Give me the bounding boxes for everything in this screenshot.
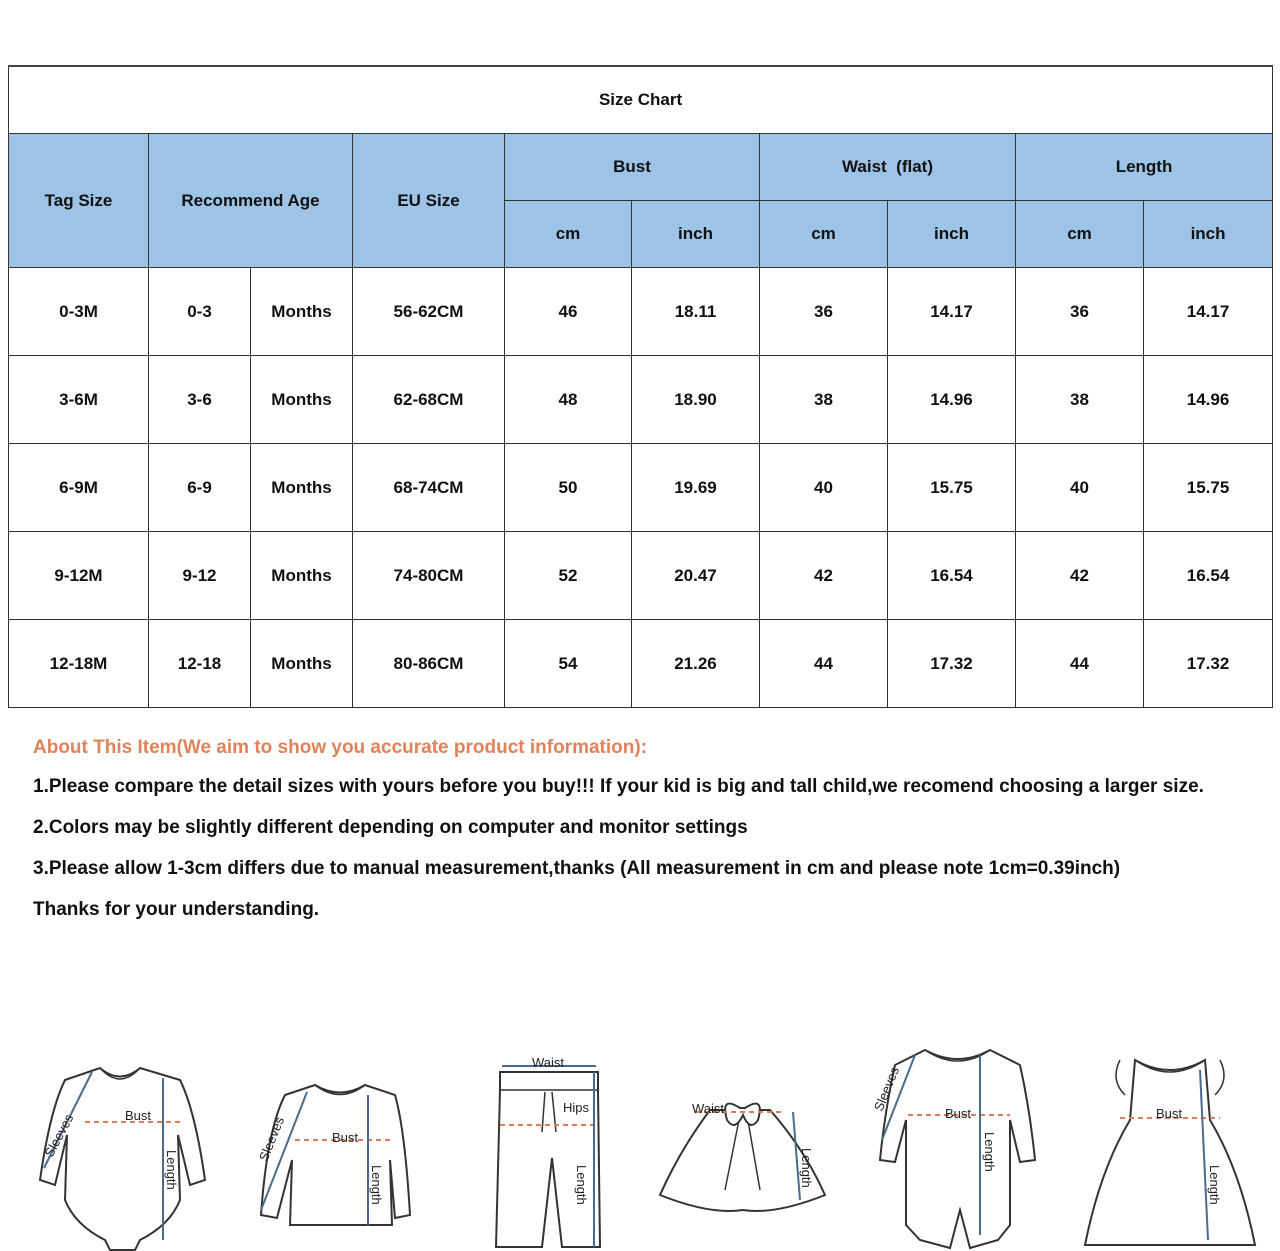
header-bust-cm: cm	[505, 201, 632, 268]
header-length-cm: cm	[1016, 201, 1144, 268]
cell-eu-size: 56-62CM	[353, 268, 505, 356]
cell-tag-size: 6-9M	[9, 444, 149, 532]
cell-waist-inch: 14.17	[888, 268, 1016, 356]
cell-bust-cm: 48	[505, 356, 632, 444]
shirt-length-label: Length	[369, 1165, 384, 1205]
cell-bust-cm: 46	[505, 268, 632, 356]
pants-figure	[490, 1040, 610, 1251]
cell-eu-size: 68-74CM	[353, 444, 505, 532]
table-row	[9, 356, 1273, 444]
cell-age: 12-18	[149, 620, 251, 708]
cell-age-unit: Months	[251, 444, 353, 532]
cell-bust-inch: 18.11	[632, 268, 760, 356]
product-notes	[33, 737, 1263, 938]
note-measurement: 3.Please allow 1-3cm differs due to manual measurement,thanks (All measurement in cm and please note 1cm=0.39inch)	[33, 858, 1121, 879]
cell-age-unit: Months	[251, 268, 353, 356]
cell-bust-inch: 21.26	[632, 620, 760, 708]
header-recommend-age: Recommend Age	[149, 134, 353, 268]
skirt-waist-label: Waist	[692, 1101, 725, 1116]
cell-bust-cm: 52	[505, 532, 632, 620]
cell-eu-size: 80-86CM	[353, 620, 505, 708]
cell-age-unit: Months	[251, 620, 353, 708]
about-heading: About This Item(We aim to show you accurate product information):	[33, 737, 648, 758]
romper-figure	[870, 1040, 1045, 1251]
cell-length-cm: 42	[1016, 532, 1144, 620]
cell-age: 0-3	[149, 268, 251, 356]
cell-waist-cm: 42	[760, 532, 888, 620]
table-row	[9, 620, 1273, 708]
header-bust: Bust	[505, 134, 760, 201]
dress-length-label: Length	[1207, 1165, 1222, 1205]
shirt-figure	[255, 1040, 420, 1251]
header-waist-cm: cm	[760, 201, 888, 268]
cell-tag-size: 0-3M	[9, 268, 149, 356]
cell-bust-inch: 20.47	[632, 532, 760, 620]
dress-figure	[1080, 1040, 1260, 1251]
header-eu-size: EU Size	[353, 134, 505, 268]
cell-length-cm: 38	[1016, 356, 1144, 444]
cell-waist-cm: 38	[760, 356, 888, 444]
cell-length-inch: 15.75	[1144, 444, 1273, 532]
romper-sleeves-label: Sleeves	[870, 1064, 903, 1114]
cell-age: 6-9	[149, 444, 251, 532]
cell-waist-inch: 17.32	[888, 620, 1016, 708]
cell-length-cm: 36	[1016, 268, 1144, 356]
shirt-sleeves-label: Sleeves	[255, 1114, 288, 1164]
cell-age-unit: Months	[251, 356, 353, 444]
cell-tag-size: 9-12M	[9, 532, 149, 620]
measurement-guide	[0, 1040, 1280, 1251]
cell-waist-inch: 14.96	[888, 356, 1016, 444]
header-length: Length	[1016, 134, 1273, 201]
bodysuit-sleeves-label: Sleeves	[41, 1111, 77, 1160]
cell-waist-cm: 36	[760, 268, 888, 356]
table-row	[9, 532, 1273, 620]
cell-waist-cm: 44	[760, 620, 888, 708]
cell-length-cm: 40	[1016, 444, 1144, 532]
cell-eu-size: 74-80CM	[353, 532, 505, 620]
header-waist-inch: inch	[888, 201, 1016, 268]
cell-waist-inch: 16.54	[888, 532, 1016, 620]
bodysuit-length-label: Length	[164, 1150, 179, 1190]
cell-length-inch: 17.32	[1144, 620, 1273, 708]
pants-waist-label: Waist	[532, 1055, 565, 1070]
cell-waist-inch: 15.75	[888, 444, 1016, 532]
header-bust-inch: inch	[632, 201, 760, 268]
cell-age: 3-6	[149, 356, 251, 444]
pants-length-label: Length	[574, 1165, 589, 1205]
skirt-figure	[655, 1040, 830, 1251]
note-thanks: Thanks for your understanding.	[33, 899, 320, 920]
bodysuit-figure	[30, 1040, 210, 1251]
skirt-length-label: Length	[799, 1148, 814, 1188]
cell-bust-inch: 18.90	[632, 356, 760, 444]
cell-age-unit: Months	[251, 532, 353, 620]
cell-length-inch: 14.96	[1144, 356, 1273, 444]
cell-waist-cm: 40	[760, 444, 888, 532]
size-chart-table	[8, 65, 1273, 708]
header-tag-size: Tag Size	[9, 134, 149, 268]
cell-age: 9-12	[149, 532, 251, 620]
note-colors: 2.Colors may be slightly different depending on computer and monitor settings	[33, 817, 748, 838]
cell-length-cm: 44	[1016, 620, 1144, 708]
cell-eu-size: 62-68CM	[353, 356, 505, 444]
header-waist: Waist (flat)	[760, 134, 1016, 201]
romper-bust-label: Bust	[945, 1106, 972, 1121]
romper-length-label: Length	[982, 1132, 997, 1172]
table-row	[9, 268, 1273, 356]
dress-bust-label: Bust	[1156, 1106, 1183, 1121]
table-row	[9, 444, 1273, 532]
cell-bust-cm: 50	[505, 444, 632, 532]
cell-bust-inch: 19.69	[632, 444, 760, 532]
bodysuit-bust-label: Bust	[125, 1108, 152, 1123]
pants-hips-label: Hips	[563, 1100, 590, 1115]
cell-bust-cm: 54	[505, 620, 632, 708]
note-compare-sizes: 1.Please compare the detail sizes with yours before you buy!!! If your kid is big and tall child,we recomend choosing a larger size.	[33, 776, 1204, 797]
cell-length-inch: 14.17	[1144, 268, 1273, 356]
cell-tag-size: 12-18M	[9, 620, 149, 708]
cell-length-inch: 16.54	[1144, 532, 1273, 620]
shirt-bust-label: Bust	[332, 1130, 359, 1145]
header-length-inch: inch	[1144, 201, 1273, 268]
table-title: Size Chart	[9, 66, 1273, 134]
cell-tag-size: 3-6M	[9, 356, 149, 444]
